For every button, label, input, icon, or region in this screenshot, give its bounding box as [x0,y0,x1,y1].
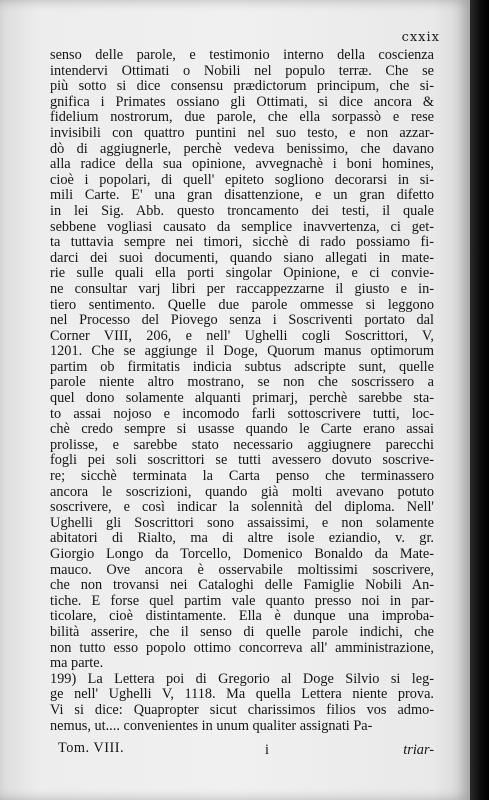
text-line: nel Processo del Piovego senza i Soscriventi portato dal [50,312,434,329]
text-line: gnifica i Primates ossiano gli Ottimati, si dice ancora & [50,93,434,110]
text-line: re; sicchè terminata la Carta penso che terminassero [50,468,434,485]
text-line: mauco. Ove ancora è osservabile moltissimi soscrivere, [50,561,434,578]
text-line: Giorgio Longo da Torcello, Domenico Bonaldo da Mate- [50,546,434,562]
text-line: ne consultar varj libri per raccappezzarne il giusto e in- [50,280,434,297]
page-edge-shadow [470,0,489,800]
text-line: invisibili con quattro puntini nel suo testo, e non azzar- [50,124,434,141]
page-footer [50,740,434,764]
body-text [50,48,434,734]
text-line: bilità asserire, che il senso di quelle parole indichi, che [50,623,434,640]
text-line: partim ob firmitatis indicia subtus adscripte sunt, quelle [50,358,434,375]
text-line: tiero sentimento. Quelle due parole ommesse si leggono [50,296,434,313]
text-line: più sotto si dice consensu prædictorum principum, che si- [50,78,434,95]
text-line: fidelium nostrorum, due parole, che ella sorpassò e rese [50,109,434,126]
text-line: 1201. Che se aggiunge il Doge, Quorum manus optimorum [50,343,434,360]
text-line: ticolare, cioè distintamente. Ella è dunque una improba- [50,608,434,625]
text-line: intendervi Ottimati o Nobili nel populo terræ. Che se [50,62,434,79]
catchword: triar- [403,742,434,758]
volume-label: Tom. VIII. [58,740,125,756]
text-line: ancora le soscrizioni, quando già molti avevano potuto [50,483,434,500]
text-line: soscrivere, e così indicar la solennità del diploma. Nell' [50,499,434,516]
text-line: Corner VIII, 206, e nell' Ughelli cogli Soscrittori, V, [50,327,434,344]
text-line: in lei Sig. Abb. questo troncamento dei testi, il quale [50,202,434,219]
text-line: ge nell' Ughelli V, 1118. Ma quella Lettera niente prova. [50,686,434,703]
text-line: ma parte. [50,655,104,672]
text-line: alla radice della sua opinione, avvegnachè i boni homines, [50,156,434,173]
text-line: che non trovansi nei Cataloghi delle Famiglie Nobili An- [50,577,434,594]
text-line: sebbene vogliasi causato da semplice inavvertenza, ci get- [50,218,434,235]
text-line: cioè i popolari, di quell' epiteto sogliono decorarsi in si- [50,171,434,188]
text-line: Vi si dice: Quapropter sicut charissimos filios vos admo- [50,701,434,718]
text-line: parole niente altro mostrano, se non che soscrissero a [50,374,434,391]
text-line: tiche. E forse quel partim vale quanto presso noi in par- [50,592,434,609]
text-line: 199) La Lettera poi di Gregorio al Doge Silvio si leg- [50,670,434,687]
text-line: Ughelli gli Soscrittori sono assaissimi, e non solamente [50,514,434,531]
text-line: to assai nojoso e incomodo farli sottoscrivere tutti, loc- [50,405,434,422]
text-line: abitatori di Rialto, ma di altre isole eziandio, v. gr. [50,530,434,547]
text-line: rie sulle quali ella porti singolar Opinione, e ci convie- [50,265,434,282]
text-line: quel dono solamente alquanti primarj, perchè sarebbe sta- [50,390,434,407]
text-line: prolisse, e sarebbe stato necessario aggiugnere parecchi [50,436,434,453]
text-line: fogli pei soli soscrittori se tutti avessero dovuto soscrive- [50,452,434,469]
text-line: non tutto esso popolo ottimo concorreva all' amministrazione, [50,639,434,656]
text-line: senso delle parole, e testimonio interno della coscienza [50,47,434,63]
signature-mark: i [265,742,269,758]
text-line: nemus, ut.... convenientes in unum qualiter assignati Pa- [50,717,373,734]
text-line: darci dei suoi documenti, quando siano allegati in mate- [50,249,434,266]
text-line: mili Carte. E' una gran disattenzione, e un gran difetto [50,187,434,204]
page-number: cxxix [401,30,440,45]
text-line: ta tuttavia sempre nei timori, sicchè di rado possiamo fi- [50,234,434,251]
text-line: chè credo sempre si usasse quando le Carte erano assai [50,421,434,438]
text-line: dò di aggiugnerle, perchè vedeva benissimo, che davano [50,140,434,157]
